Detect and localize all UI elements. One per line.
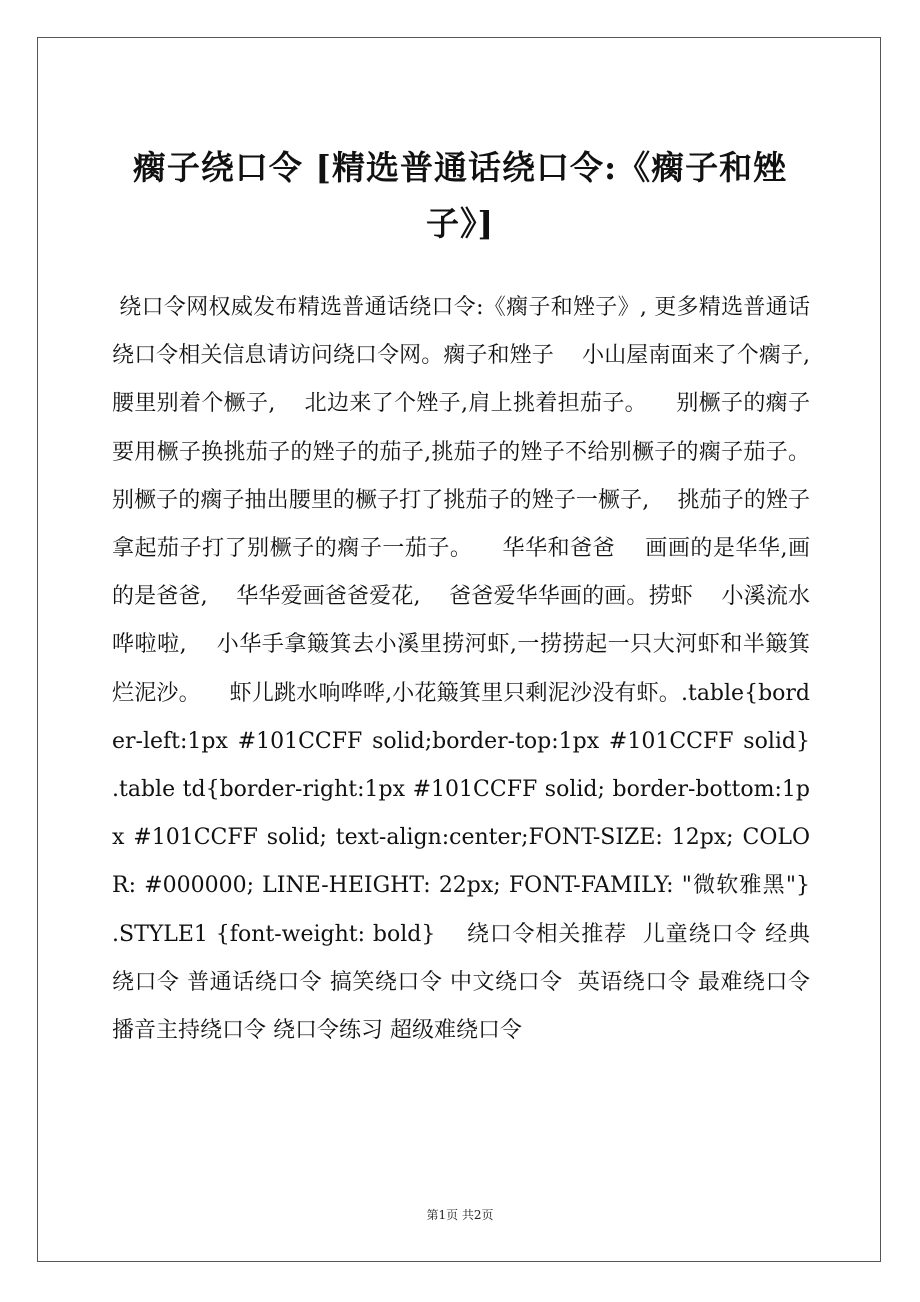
title-line-1: 瘸子绕口令 [精选普通话绕口令:《瘸子和矬 xyxy=(132,148,788,187)
document-title xyxy=(100,140,820,252)
page-footer xyxy=(0,1206,920,1223)
body-text: 绕口令网权威发布精选普通话绕口令:《瘸子和矬子》, 更多精选普通话绕口令相关信息请访问绕口令网。瘸子和矬子 小山屋南面来了个瘸子,腰里别着个橛子, 北边来了个矬子,肩上挑着担茄子。 别橛子的瘸子要用橛子换挑茄子的矬子的茄子,挑茄子的矬子不给别橛子的瘸子茄子。 别橛子的瘸子抽出腰里的橛子打了挑茄子的矬子一橛子, 挑茄子的矬子拿起茄子打了别橛子的瘸子一茄子。 华华和爸爸 画画的是华华,画的是爸爸, 华华爱画爸爸爱花, 爸爸爱华华画的画。捞虾 小溪流水哗啦啦, 小华手拿簸箕去小溪里捞河虾,一捞捞起一只大河虾和半簸箕烂泥沙。 虾儿跳水响哗哗,小花簸箕里只剩泥沙没有虾。.table{border-left:1px #101CCFF solid;border-top:1px #101CCFF solid} .table td{border-right:1px #101CCFF solid; border-bottom:1px #101CCFF solid; text-align:center;FONT-SIZE: 12px; COLOR: #000000; LINE-HEIGHT: 22px; FONT-FAMILY: "微软雅黑"} .STYLE1 {font-weight: bold} 绕口令相关推荐 儿童绕口令 经典绕口令 普通话绕口令 搞笑绕口令 中文绕口令 英语绕口令 最难绕口令 播音主持绕口令 绕口令练习 超级难绕口令 xyxy=(112,295,838,1044)
page-number: 第1页 共2页 xyxy=(426,1208,494,1222)
title-line-2: 子》] xyxy=(425,204,495,243)
document-body xyxy=(112,284,838,1055)
